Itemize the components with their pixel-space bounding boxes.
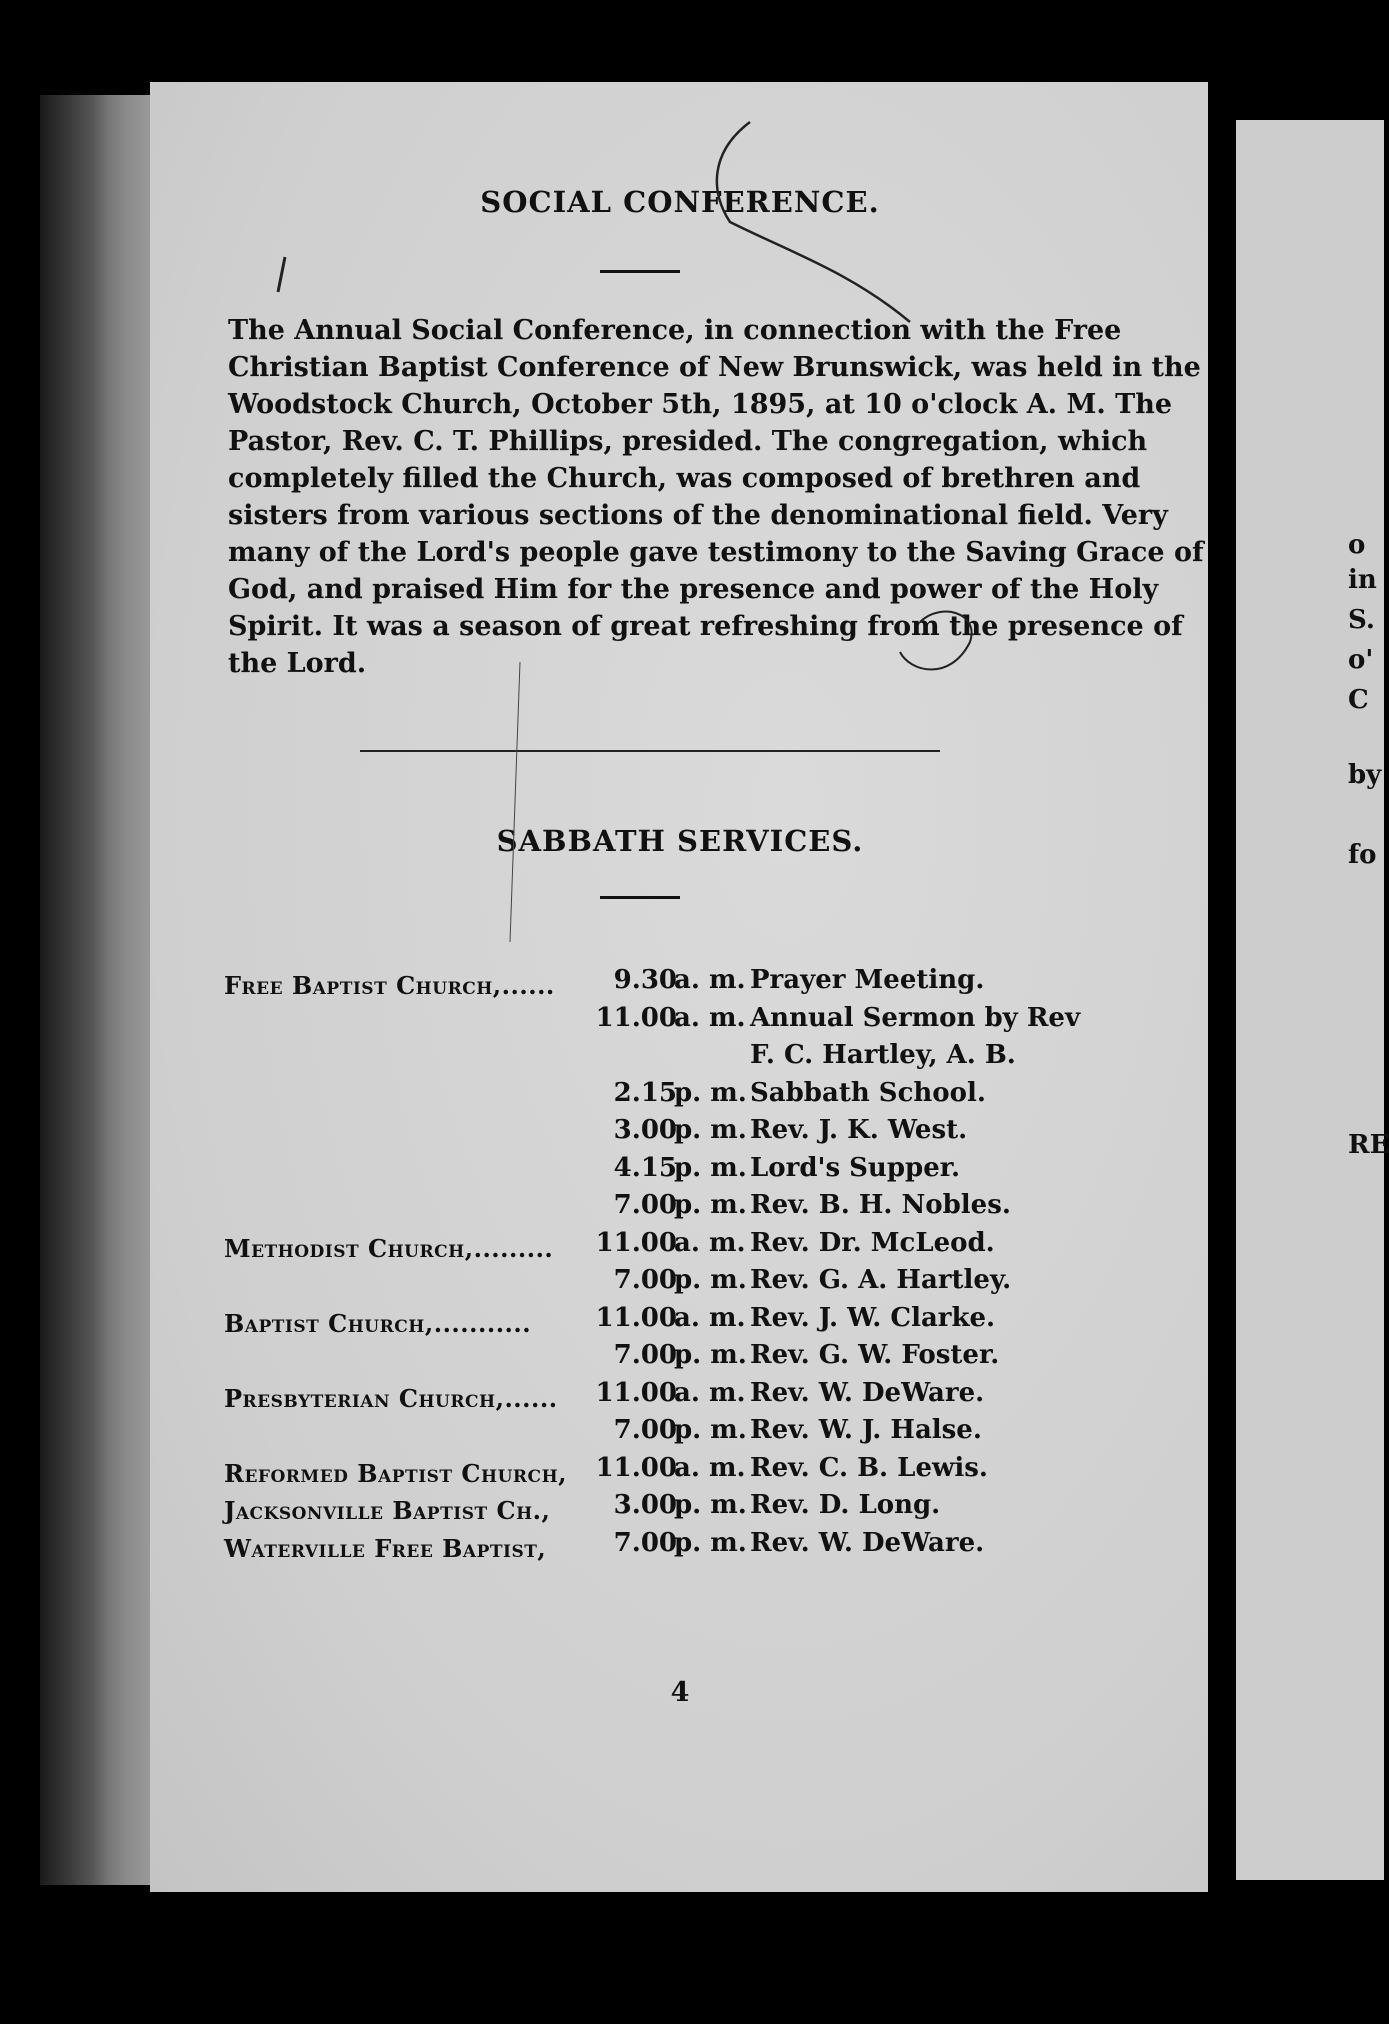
schedule-time: 7.00 xyxy=(613,1340,677,1370)
schedule-church: Presbyterian Church,...... xyxy=(224,1383,558,1413)
schedule-ampm: p. m. xyxy=(674,1077,747,1108)
schedule-time: 7.00 xyxy=(613,1415,677,1445)
schedule-time: 7.00 xyxy=(613,1190,677,1220)
right-page-fragment: RE xyxy=(1348,1130,1389,1160)
schedule-event: Rev. G. W. Foster. xyxy=(750,1340,1000,1370)
schedule-church: Waterville Free Baptist, xyxy=(224,1533,547,1563)
schedule-time: 2.15 xyxy=(613,1077,677,1108)
schedule-event: F. C. Hartley, A. B. xyxy=(750,1040,1016,1070)
schedule-event: Rev. J. K. West. xyxy=(750,1115,968,1145)
schedule-event: Rev. B. H. Nobles. xyxy=(750,1190,1011,1220)
schedule-church: Reformed Baptist Church, xyxy=(224,1458,567,1488)
paragraph-line: The Annual Social Conference, in connection with the Free xyxy=(228,315,1122,346)
schedule-time: 7.00 xyxy=(613,1527,677,1558)
schedule-church: Jacksonville Baptist Ch., xyxy=(224,1496,551,1525)
schedule-event: Lord's Supper. xyxy=(750,1152,961,1183)
schedule-ampm: p. m. xyxy=(674,1265,747,1295)
paragraph-line: Pastor, Rev. C. T. Phillips, presided. The congregation, which xyxy=(228,426,1148,457)
schedule-event: Rev. D. Long. xyxy=(750,1490,941,1520)
paragraph-line: Woodstock Church, October 5th, 1895, at 10 o'clock A. M. The xyxy=(228,389,1173,420)
right-page-fragment: fo xyxy=(1348,840,1377,870)
right-page-fragment: C xyxy=(1348,685,1369,715)
schedule-ampm: a. m. xyxy=(674,965,746,995)
paragraph-line: the Lord. xyxy=(228,648,367,679)
schedule-event: Prayer Meeting. xyxy=(750,965,985,995)
schedule-church: Free Baptist Church,...... xyxy=(224,971,555,1000)
left-page xyxy=(150,82,1210,1892)
right-page-fragment: by xyxy=(1348,760,1382,790)
schedule-event: Rev. G. A. Hartley. xyxy=(750,1265,1012,1295)
schedule-event: Rev. W. DeWare. xyxy=(750,1527,985,1558)
paragraph-line: completely filled the Church, was composed of brethren and xyxy=(228,463,1141,494)
paragraph-line: Christian Baptist Conference of New Brunswick, was held in the xyxy=(228,352,1201,383)
right-page-fragment: in xyxy=(1348,565,1377,595)
right-page-fragment: o xyxy=(1348,530,1366,560)
schedule-ampm: p. m. xyxy=(674,1115,747,1145)
schedule-time: 11.00 xyxy=(595,1227,677,1258)
schedule-ampm: p. m. xyxy=(674,1340,747,1370)
schedule-time: 11.00 xyxy=(595,1002,677,1033)
schedule-ampm: p. m. xyxy=(674,1527,747,1558)
schedule-time: 11.00 xyxy=(595,1377,677,1408)
sabbath-services-heading: SABBATH SERVICES. xyxy=(496,824,864,858)
schedule-event: Rev. W. DeWare. xyxy=(750,1377,985,1408)
schedule-ampm: p. m. xyxy=(674,1490,747,1520)
schedule-ampm: a. m. xyxy=(674,1302,746,1333)
pencil-marks xyxy=(150,82,1210,1892)
schedule-ampm: a. m. xyxy=(674,1377,746,1408)
schedule-time: 4.15 xyxy=(613,1152,677,1183)
schedule-event: Rev. Dr. McLeod. xyxy=(750,1227,995,1258)
binding-gutter xyxy=(1208,60,1236,1920)
paragraph-line: many of the Lord's people gave testimony to the Saving Grace of xyxy=(228,537,1204,568)
schedule-event: Rev. C. B. Lewis. xyxy=(750,1452,988,1483)
paragraph-line: God, and praised Him for the presence and power of the Holy xyxy=(228,574,1159,605)
schedule-ampm: a. m. xyxy=(674,1227,746,1258)
paragraph-line: sisters from various sections of the denominational field. Very xyxy=(228,500,1168,531)
schedule-time: 9.30 xyxy=(613,965,677,995)
paragraph-line: Spirit. It was a season of great refreshing from the presence of xyxy=(228,611,1183,642)
right-page-fragment: o' xyxy=(1348,645,1374,675)
schedule-ampm: p. m. xyxy=(674,1190,747,1220)
schedule-time: 11.00 xyxy=(595,1452,677,1483)
page-number: 4 xyxy=(670,1677,690,1708)
schedule-ampm: a. m. xyxy=(674,1452,746,1483)
schedule-ampm: p. m. xyxy=(674,1415,747,1445)
right-page-fragment: S. xyxy=(1348,605,1375,635)
schedule-ampm: p. m. xyxy=(674,1152,747,1183)
schedule-ampm: a. m. xyxy=(674,1002,746,1033)
social-conference-heading: SOCIAL CONFERENCE. xyxy=(480,185,880,219)
schedule-church: Baptist Church,........... xyxy=(224,1308,532,1338)
schedule-time: 3.00 xyxy=(613,1115,677,1145)
right-page-edge xyxy=(1236,120,1384,1880)
schedule-event: Rev. W. J. Halse. xyxy=(750,1415,982,1445)
schedule-time: 7.00 xyxy=(613,1265,677,1295)
book-spine-edge xyxy=(40,95,155,1885)
schedule-time: 3.00 xyxy=(613,1490,677,1520)
schedule-time: 11.00 xyxy=(595,1302,677,1333)
schedule-event: Sabbath School. xyxy=(750,1077,986,1108)
schedule-event: Annual Sermon by Rev xyxy=(750,1002,1081,1033)
schedule-event: Rev. J. W. Clarke. xyxy=(750,1302,996,1333)
schedule-church: Methodist Church,......... xyxy=(224,1233,554,1263)
